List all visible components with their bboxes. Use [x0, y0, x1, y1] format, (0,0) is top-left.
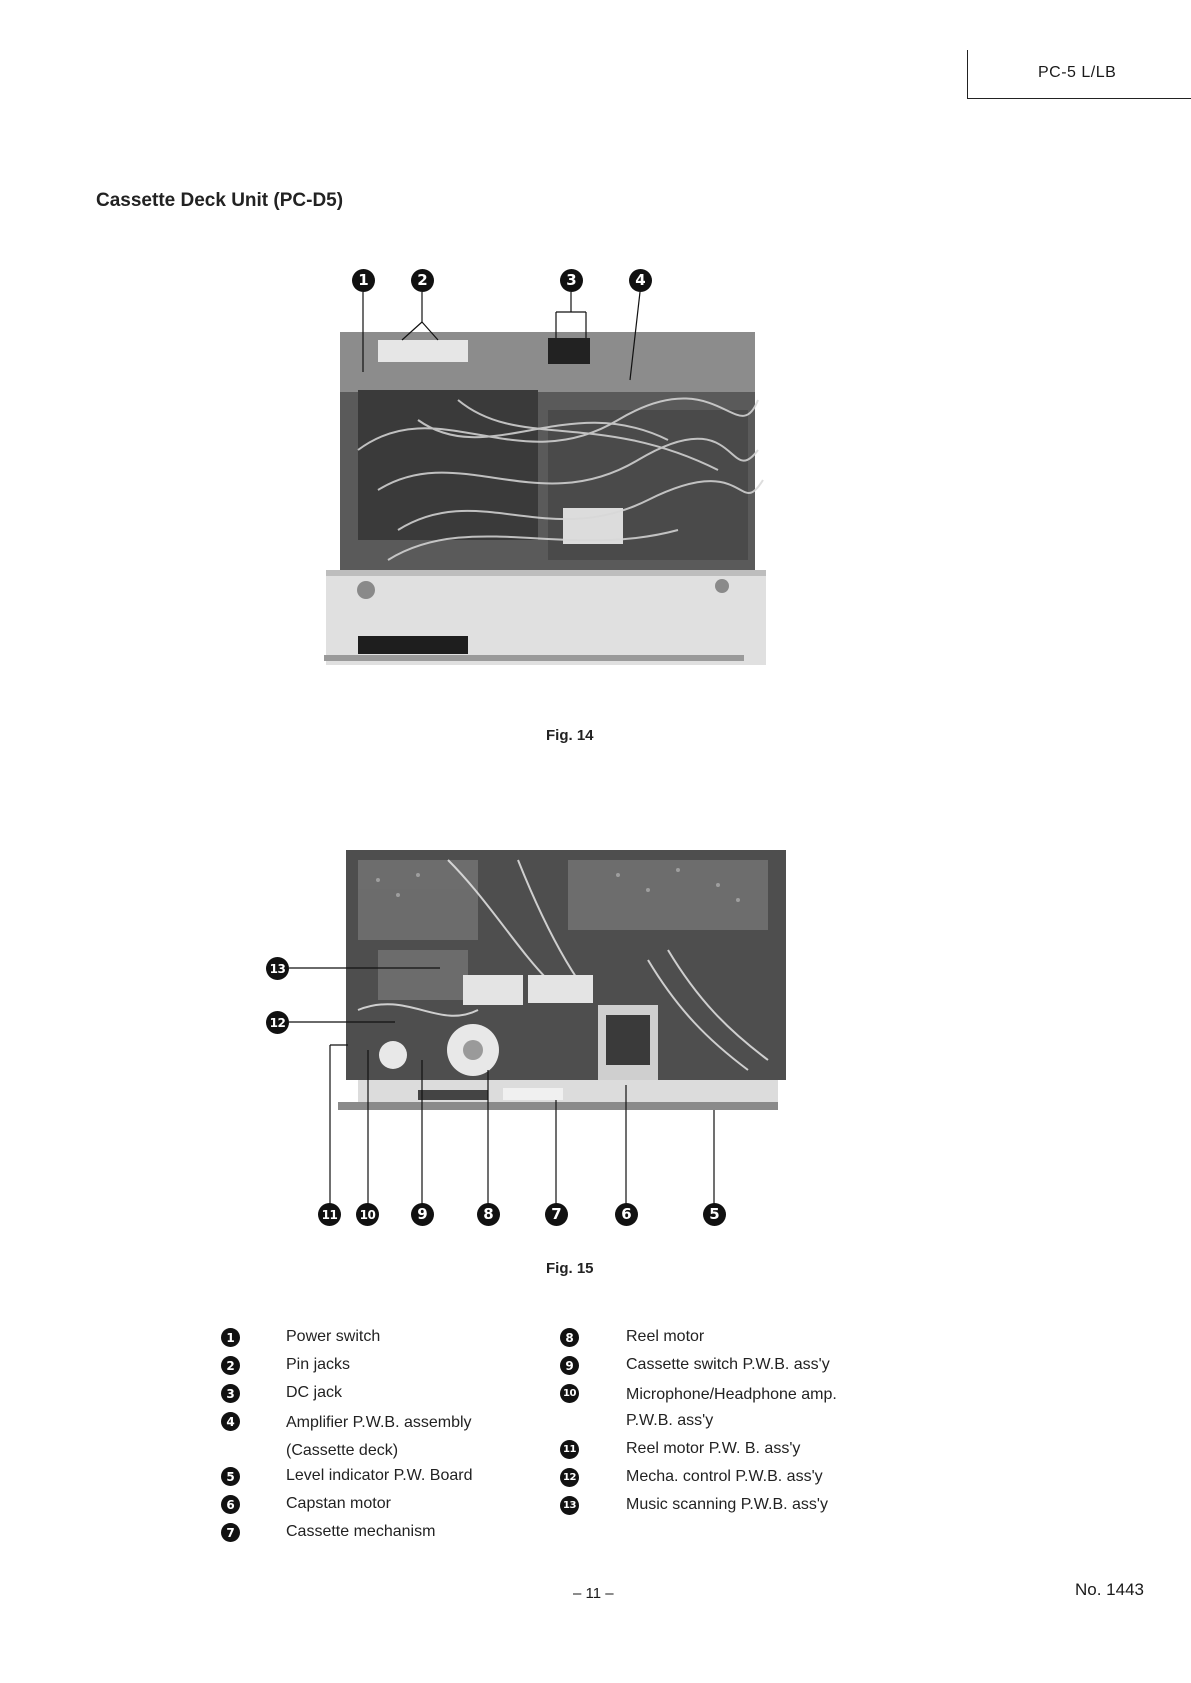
legend-num-7: 7 [221, 1523, 240, 1542]
legend-num-12: 12 [560, 1468, 579, 1487]
legend-num-2: 2 [221, 1356, 240, 1375]
fig14-callout-3: 3 [560, 269, 583, 292]
legend-text-3: DC jack [286, 1384, 343, 1401]
fig15-callout-9: 9 [411, 1203, 434, 1226]
legend-num-4: 4 [221, 1412, 240, 1431]
fig14-callout-2: 2 [411, 269, 434, 292]
legend-num-3: 3 [221, 1384, 240, 1403]
legend-num-13: 13 [560, 1496, 579, 1515]
fig15-callout-5: 5 [703, 1203, 726, 1226]
document-number: No. 1443 [1075, 1580, 1144, 1599]
legend-text-13: Music scanning P.W.B. ass'y [626, 1496, 828, 1513]
fig15-callout-6: 6 [615, 1203, 638, 1226]
fig15-callout-7: 7 [545, 1203, 568, 1226]
legend-num-11: 11 [560, 1440, 579, 1459]
legend-num-9: 9 [560, 1356, 579, 1375]
model-label: PC-5 L/LB [1038, 64, 1117, 81]
fig15-callout-12: 12 [266, 1011, 289, 1034]
fig15-callout-11: 11 [318, 1203, 341, 1226]
fig15-callout-10: 10 [356, 1203, 379, 1226]
legend-text-10a: Microphone/Headphone amp. [626, 1386, 837, 1403]
page-number: – 11 – [573, 1585, 614, 1602]
legend-text-7: Cassette mechanism [286, 1523, 436, 1540]
legend-num-8: 8 [560, 1328, 579, 1347]
fig15-callout-13: 13 [266, 957, 289, 980]
legend-text-9: Cassette switch P.W.B. ass'y [626, 1356, 830, 1373]
legend-text-11: Reel motor P.W. B. ass'y [626, 1440, 801, 1457]
section-title: Cassette Deck Unit (PC-D5) [96, 190, 344, 211]
legend-num-6: 6 [221, 1495, 240, 1514]
fig14-caption: Fig. 14 [546, 727, 594, 744]
fig14-callout-4: 4 [629, 269, 652, 292]
fig15-callout-8: 8 [477, 1203, 500, 1226]
legend-text-2: Pin jacks [286, 1356, 351, 1373]
legend-text-6: Capstan motor [286, 1495, 391, 1512]
legend-text-5: Level indicator P.W. Board [286, 1467, 473, 1484]
legend-text-1: Power switch [286, 1328, 381, 1345]
legend-text-4b: (Cassette deck) [286, 1442, 399, 1459]
legend-num-5: 5 [221, 1467, 240, 1486]
legend-text-10b: P.W.B. ass'y [626, 1412, 714, 1429]
legend-num-10: 10 [560, 1384, 579, 1403]
legend-text-12: Mecha. control P.W.B. ass'y [626, 1468, 823, 1485]
legend-num-1: 1 [221, 1328, 240, 1347]
fig15-caption: Fig. 15 [546, 1260, 594, 1277]
legend-text-8: Reel motor [626, 1328, 705, 1345]
fig14-callout-1: 1 [352, 269, 375, 292]
legend-text-4a: Amplifier P.W.B. assembly [286, 1414, 472, 1431]
